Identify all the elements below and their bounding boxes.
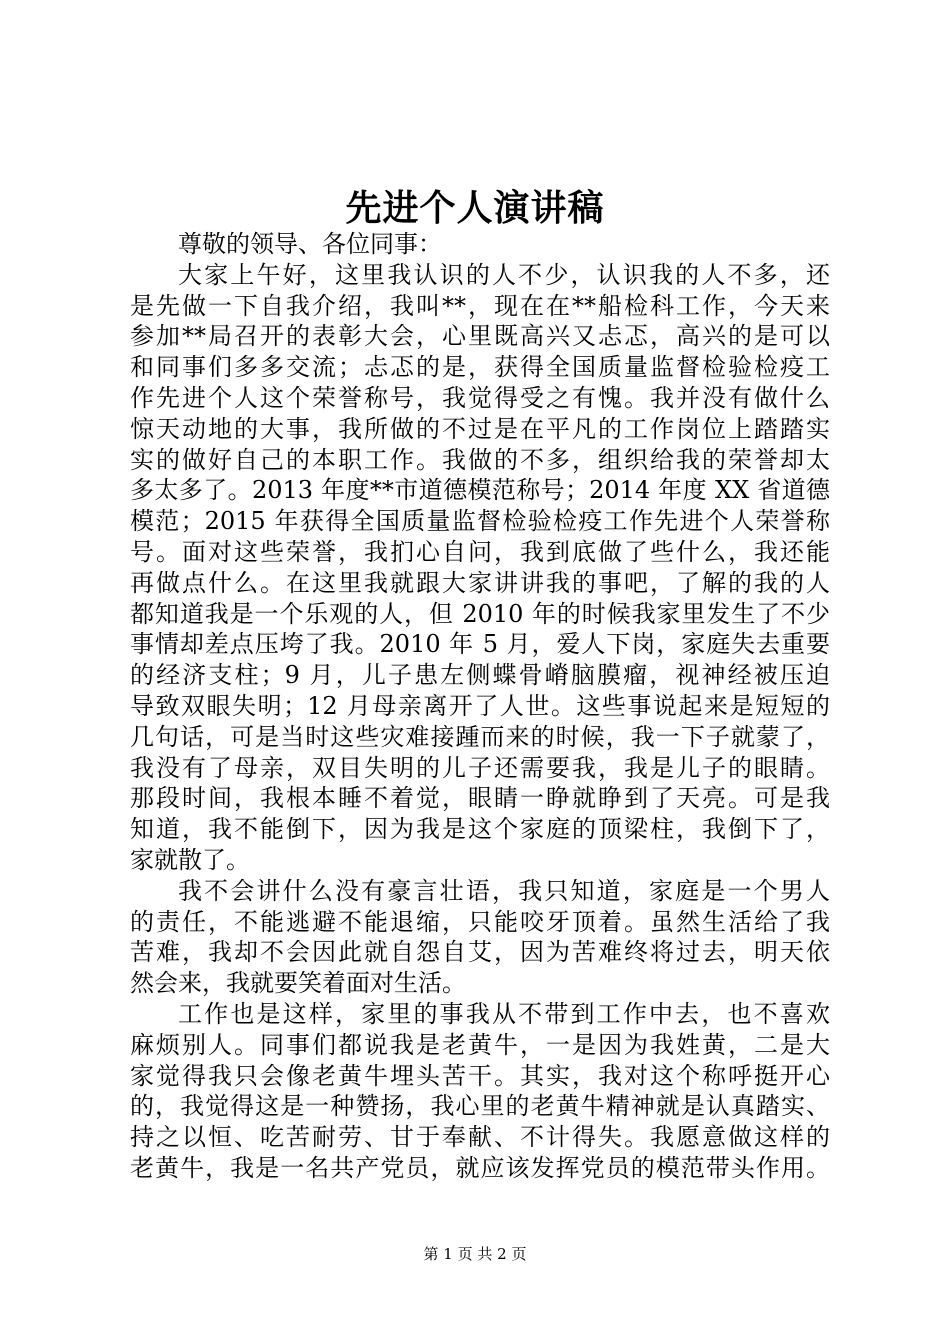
text-line: 家就散了。 — [130, 845, 250, 874]
text-line: 的责任，不能逃避不能退缩，只能咬牙顶着。虽然生活给了我 — [130, 907, 830, 936]
document-body — [130, 229, 830, 1184]
text-line: 然会来，我就要笑着面对生活。 — [130, 969, 466, 998]
text-line: 事情却差点压垮了我。2010 年 5 月，爱人下岗，家庭失去重要 — [130, 630, 830, 659]
text-line: 我没有了母亲，双目失明的儿子还需要我，我是儿子的眼睛。 — [130, 753, 830, 782]
text-line: 模范；2015 年获得全国质量监督检验检疫工作先进个人荣誉称 — [130, 507, 830, 536]
text-line: 麻烦别人。同事们都说我是老黄牛，一是因为我姓黄，二是大 — [130, 1030, 830, 1059]
page-footer: 第 1 页 共 2 页 — [423, 1245, 527, 1263]
text-line: 多太多了。2013 年度**市道德模范称号；2014 年度 XX 省道德 — [130, 476, 830, 505]
text-line: 工作也是这样，家里的事我从不带到工作中去，也不喜欢 — [178, 999, 830, 1028]
text-line: 参加**局召开的表彰大会，心里既高兴又忐忑，高兴的是可以 — [130, 322, 830, 351]
text-line: 的，我觉得这是一种赞扬，我心里的老黄牛精神就是认真踏实、 — [130, 1092, 830, 1121]
text-line: 再做点什么。在这里我就跟大家讲讲我的事吧，了解的我的人 — [130, 568, 830, 597]
text-line: 我不会讲什么没有豪言壮语，我只知道，家庭是一个男人 — [178, 876, 830, 905]
text-line: 那段时间，我根本睡不着觉，眼睛一睁就睁到了天亮。可是我 — [130, 784, 830, 813]
text-line: 都知道我是一个乐观的人，但 2010 年的时候我家里发生了不少 — [130, 599, 830, 628]
text-line: 几句话，可是当时这些灾难接踵而来的时候，我一下子就蒙了， — [130, 722, 830, 751]
text-line: 知道，我不能倒下，因为我是这个家庭的顶梁柱，我倒下了， — [130, 815, 830, 844]
text-line: 大家上午好，这里我认识的人不少，认识我的人不多，还 — [178, 260, 830, 289]
text-line: 导致双眼失明；12 月母亲离开了人世。这些事说起来是短短的 — [130, 691, 830, 720]
document-title: 先进个人演讲稿 — [345, 187, 605, 229]
text-line: 和同事们多多交流；忐忑的是，获得全国质量监督检验检疫工 — [130, 353, 830, 382]
text-line: 苦难，我却不会因此就自怨自艾，因为苦难终将过去，明天依 — [130, 938, 830, 967]
text-line: 的经济支柱；9 月，儿子患左侧蝶骨嵴脑膜瘤，视神经被压迫 — [130, 661, 830, 690]
text-line: 尊敬的领导、各位同事： — [178, 230, 442, 258]
text-line: 号。面对这些荣誉，我扪心自问，我到底做了些什么，我还能 — [130, 537, 830, 566]
text-line: 作先进个人这个荣誉称号，我觉得受之有愧。我并没有做什么 — [130, 383, 830, 412]
text-line: 惊天动地的大事，我所做的不过是在平凡的工作岗位上踏踏实 — [130, 414, 830, 443]
text-line: 家觉得我只会像老黄牛埋头苦干。其实，我对这个称呼挺开心 — [130, 1061, 830, 1090]
text-line: 持之以恒、吃苦耐劳、甘于奉献、不计得失。我愿意做这样的 — [130, 1123, 830, 1152]
text-line: 老黄牛，我是一名共产党员，就应该发挥党员的模范带头作用。 — [130, 1153, 830, 1182]
text-line: 实的做好自己的本职工作。我做的不多，组织给我的荣誉却太 — [130, 445, 830, 474]
text-line: 是先做一下自我介绍，我叫**，现在在**船检科工作，今天来 — [130, 291, 830, 320]
